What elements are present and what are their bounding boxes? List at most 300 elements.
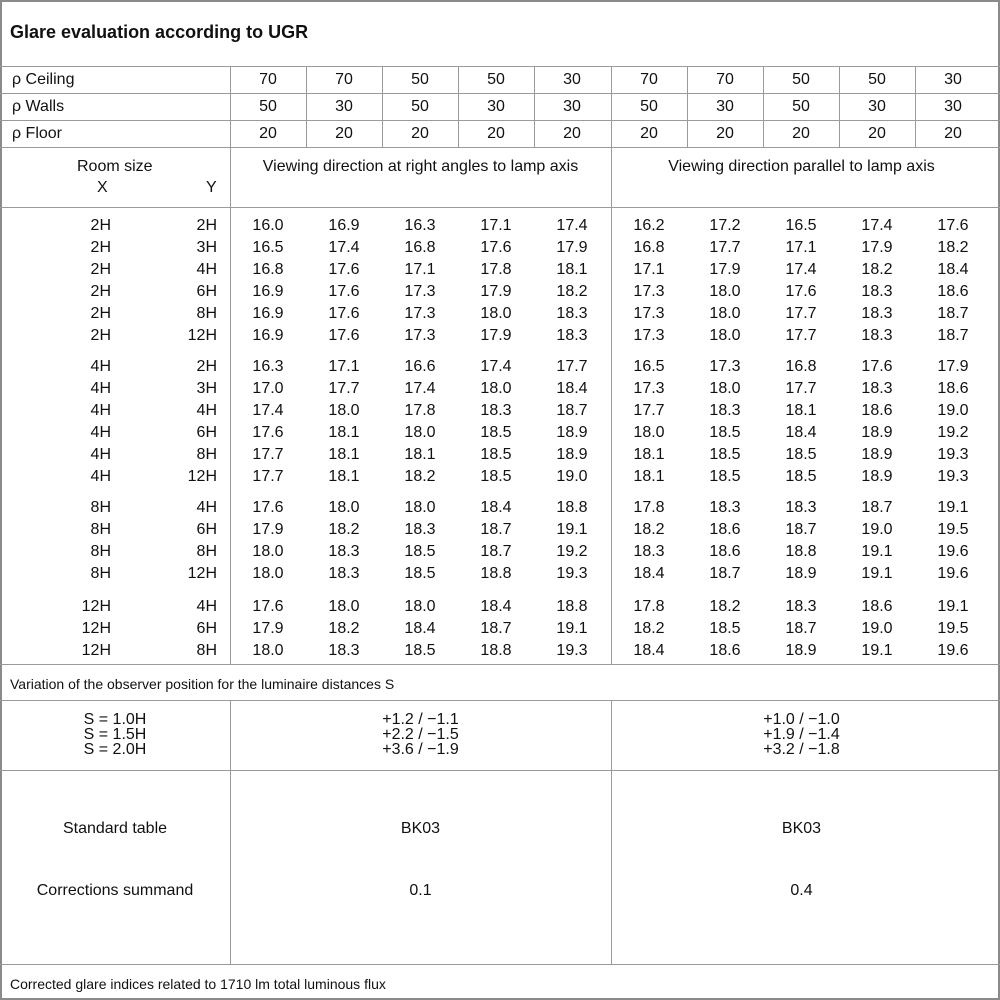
ugr-value: 17.1 [328,358,360,375]
ugr-value: 18.3 [709,499,741,516]
corrections-label: Corrections summand [36,882,194,899]
ugr-value: 18.2 [328,520,360,538]
ugr-value: 16.0 [252,217,284,234]
reflectance-value: 20 [716,125,734,142]
ugr-value: 17.4 [785,260,817,278]
ugr-value: 18.3 [328,542,360,560]
ugr-value: 18.2 [633,619,665,637]
ugr-value: 17.3 [633,379,665,397]
ugr-value: 17.3 [709,358,741,375]
room-x: 12H [81,619,111,637]
reflectance-value: 50 [487,71,505,88]
ugr-value: 19.3 [556,564,588,582]
ugr-value: 18.4 [404,619,436,637]
ugr-value: 18.1 [328,467,360,485]
ugr-value: 18.5 [404,564,436,582]
ugr-value: 19.0 [861,619,893,637]
ugr-value: 17.4 [556,217,588,234]
ugr-value: 17.7 [252,467,284,485]
variation-value: +3.2 / −1.8 [763,741,840,758]
ugr-value: 17.6 [328,304,360,322]
x-label: X [97,179,108,196]
ugr-value: 18.7 [861,499,893,516]
s-labels [0,712,230,757]
standard-table-label: Standard table [62,820,168,837]
ugr-value: 18.6 [861,401,893,419]
ugr-value: 18.1 [633,445,665,463]
ugr-value: 18.7 [556,401,588,419]
reflectance-value: 70 [259,71,277,88]
ugr-value: 16.9 [252,326,284,344]
ugr-value: 17.4 [328,238,360,256]
room-x: 8H [90,499,111,516]
ugr-value: 17.8 [633,499,665,516]
ugr-value: 19.1 [556,619,588,637]
ugr-value: 19.2 [937,423,969,441]
ugr-value: 16.2 [633,217,665,234]
ugr-value: 18.2 [861,260,893,278]
standard-table-parallel: BK03 [781,820,822,837]
ugr-value: 18.2 [404,467,436,485]
ugr-value: 17.7 [633,401,665,419]
ugr-value: 16.5 [785,217,817,234]
ugr-value: 18.9 [861,467,893,485]
divider [0,66,1000,67]
reflectance-value: 30 [868,98,886,115]
ugr-value: 17.6 [252,423,284,441]
room-x: 4H [90,358,111,375]
ugr-value: 18.3 [861,304,893,322]
ugr-value: 19.1 [937,499,969,516]
ugr-value: 17.7 [785,379,817,397]
ugr-value: 16.6 [404,358,436,375]
ugr-value: 17.2 [709,217,741,234]
room-y: 4H [196,598,217,615]
ugr-value: 18.5 [480,445,512,463]
column-divider [763,66,764,147]
ugr-value: 18.0 [252,542,284,560]
room-x: 4H [90,379,111,397]
room-y: 8H [196,445,217,463]
ugr-value: 17.6 [785,282,817,300]
corrections-right-angles: 0.1 [409,882,432,899]
ugr-value: 18.8 [480,641,512,659]
ugr-value: 17.3 [633,282,665,300]
room-y: 6H [196,619,217,637]
ugr-value: 18.1 [404,445,436,463]
ugr-value: 18.1 [328,445,360,463]
ugr-value: 17.7 [328,379,360,397]
ugr-value: 17.4 [861,217,893,234]
ugr-value: 19.6 [937,641,969,659]
ugr-value: 17.1 [404,260,436,278]
ugr-value: 19.6 [937,564,969,582]
ugr-value: 18.1 [785,401,817,419]
ugr-value: 18.0 [404,423,436,441]
room-y: 6H [196,282,217,300]
room-x: 2H [90,326,111,344]
variation-value: +1.0 / −1.0 [763,711,840,728]
ugr-value: 17.7 [785,326,817,344]
ugr-value: 16.5 [252,238,284,256]
reflectance-value: 20 [259,125,277,142]
ugr-value: 19.3 [937,445,969,463]
ugr-value: 17.4 [404,379,436,397]
column-divider [306,66,307,147]
ugr-value: 18.0 [480,304,512,322]
room-x: 4H [90,445,111,463]
ugr-value: 18.5 [785,445,817,463]
room-x: 2H [90,238,111,256]
ugr-value: 19.1 [861,641,893,659]
room-x: 2H [90,304,111,322]
ugr-value: 18.0 [404,499,436,516]
reflectance-value: 50 [792,71,810,88]
room-x: 8H [90,564,111,582]
reflectance-value: 20 [487,125,505,142]
ugr-value: 17.8 [404,401,436,419]
room-y: 6H [196,520,217,538]
ugr-value: 18.4 [633,641,665,659]
reflectance-label: ρ Ceiling [12,71,75,88]
ugr-value: 18.5 [480,423,512,441]
variation-title: Variation of the observer position for the luminaire distances S [10,676,395,692]
ugr-value: 16.9 [328,217,360,234]
ugr-value: 18.9 [861,445,893,463]
ugr-value: 19.1 [937,598,969,615]
variation-value: +2.2 / −1.5 [382,726,459,743]
s-label: S = 1.0H [83,711,147,728]
ugr-value: 18.4 [633,564,665,582]
ugr-value: 19.1 [556,520,588,538]
room-x: 2H [90,282,111,300]
ugr-value: 17.6 [480,238,512,256]
ugr-value: 19.0 [861,520,893,538]
ugr-value: 18.3 [785,598,817,615]
ugr-value: 18.0 [328,401,360,419]
room-y: 2H [196,358,217,375]
ugr-value: 18.0 [252,641,284,659]
reflectance-value: 20 [868,125,886,142]
ugr-value: 18.3 [556,326,588,344]
room-y: 8H [196,542,217,560]
ugr-value: 16.5 [633,358,665,375]
ugr-value: 18.0 [633,423,665,441]
ugr-value: 18.9 [556,445,588,463]
ugr-value: 17.3 [633,326,665,344]
ugr-value: 17.0 [252,379,284,397]
ugr-value: 17.1 [480,217,512,234]
ugr-value: 17.7 [785,304,817,322]
variation-value: +3.6 / −1.9 [382,741,459,758]
ugr-value: 16.9 [252,282,284,300]
ugr-value: 17.4 [252,401,284,419]
column-divider [687,66,688,147]
ugr-value: 17.6 [252,499,284,516]
room-y: 12H [187,564,217,582]
ugr-value: 18.3 [861,379,893,397]
reflectance-value: 50 [411,98,429,115]
ugr-value: 19.1 [861,564,893,582]
ugr-value: 18.4 [480,598,512,615]
ugr-value: 18.6 [937,379,969,397]
room-x: 2H [90,260,111,278]
ugr-value: 19.2 [556,542,588,560]
ugr-value: 18.9 [785,564,817,582]
room-y: 4H [196,401,217,419]
reflectance-value: 20 [335,125,353,142]
column-divider [230,147,231,664]
ugr-value: 17.1 [633,260,665,278]
ugr-value: 17.4 [480,358,512,375]
corrections-parallel: 0.4 [790,882,813,899]
room-x: 4H [90,401,111,419]
ugr-value: 18.3 [404,520,436,538]
ugr-value: 18.0 [252,564,284,582]
room-x: 4H [90,467,111,485]
ugr-value: 18.5 [404,542,436,560]
reflectance-label: ρ Floor [12,125,62,142]
column-divider [611,147,612,664]
reflectance-value: 30 [944,71,962,88]
ugr-value: 16.3 [404,217,436,234]
ugr-value: 18.3 [328,641,360,659]
reflectance-value: 50 [868,71,886,88]
reflectance-value: 30 [563,98,581,115]
column-divider [534,66,535,147]
ugr-value: 18.2 [937,238,969,256]
room-x: 8H [90,520,111,538]
ugr-value: 17.6 [252,598,284,615]
ugr-value: 18.9 [556,423,588,441]
reflectance-value: 70 [640,71,658,88]
ugr-value: 16.3 [252,358,284,375]
right-angles-header: Viewing direction at right angles to lamp axis [262,158,579,175]
ugr-value: 18.7 [480,520,512,538]
ugr-value: 17.9 [709,260,741,278]
ugr-value: 18.3 [785,499,817,516]
ugr-value: 16.8 [404,238,436,256]
divider [0,147,1000,148]
divider [0,207,1000,208]
ugr-value: 19.3 [556,641,588,659]
ugr-value: 18.0 [709,326,741,344]
ugr-value: 18.7 [709,564,741,582]
ugr-value: 18.3 [633,542,665,560]
ugr-value: 17.9 [937,358,969,375]
reflectance-value: 70 [716,71,734,88]
ugr-value: 18.1 [328,423,360,441]
ugr-value: 18.3 [861,282,893,300]
s-label: S = 1.5H [83,726,147,743]
ugr-value: 18.2 [556,282,588,300]
ugr-value: 18.3 [328,564,360,582]
ugr-value: 16.8 [785,358,817,375]
column-divider [382,66,383,147]
ugr-value: 18.9 [785,641,817,659]
ugr-value: 18.8 [556,598,588,615]
ugr-value: 17.6 [861,358,893,375]
ugr-value: 18.4 [556,379,588,397]
room-y: 2H [196,217,217,234]
ugr-value: 17.3 [404,282,436,300]
column-divider [458,66,459,147]
page-title: Glare evaluation according to UGR [10,22,309,42]
ugr-value: 18.8 [556,499,588,516]
ugr-value: 17.9 [556,238,588,256]
reflectance-value: 30 [944,98,962,115]
ugr-value: 18.3 [861,326,893,344]
ugr-value: 18.8 [480,564,512,582]
room-x: 2H [90,217,111,234]
ugr-value: 17.6 [328,326,360,344]
reflectance-value: 30 [335,98,353,115]
ugr-value: 18.0 [328,499,360,516]
ugr-value: 18.7 [937,304,969,322]
reflectance-value: 30 [716,98,734,115]
reflectance-value: 20 [563,125,581,142]
ugr-value: 18.5 [709,445,741,463]
ugr-value: 18.0 [709,379,741,397]
reflectance-value: 20 [944,125,962,142]
ugr-value: 18.6 [709,542,741,560]
ugr-value: 16.9 [252,304,284,322]
ugr-value: 18.6 [709,641,741,659]
ugr-value: 17.7 [709,238,741,256]
reflectance-value: 30 [563,71,581,88]
reflectance-value: 30 [487,98,505,115]
divider [0,664,1000,665]
divider [0,964,1000,965]
ugr-value: 18.5 [480,467,512,485]
ugr-value: 17.1 [785,238,817,256]
divider [0,770,1000,771]
ugr-value: 19.6 [937,542,969,560]
reflectance-value: 20 [411,125,429,142]
ugr-value: 19.5 [937,520,969,538]
ugr-value: 18.4 [785,423,817,441]
ugr-value: 18.1 [633,467,665,485]
ugr-value: 18.2 [709,598,741,615]
ugr-value: 17.8 [480,260,512,278]
ugr-value: 17.6 [328,282,360,300]
ugr-value: 18.0 [480,379,512,397]
ugr-value: 19.0 [937,401,969,419]
ugr-value: 18.7 [480,619,512,637]
ugr-value: 18.2 [633,520,665,538]
divider [0,93,1000,94]
ugr-value: 17.3 [404,326,436,344]
room-size-label: Room size [77,158,153,175]
ugr-value: 18.3 [709,401,741,419]
ugr-value: 17.9 [252,619,284,637]
column-divider [915,66,916,147]
s-label: S = 2.0H [83,741,147,758]
ugr-value: 18.5 [785,467,817,485]
variation-parallel [611,712,992,757]
ugr-value: 18.5 [709,467,741,485]
ugr-value: 18.0 [404,598,436,615]
ugr-value: 18.0 [709,304,741,322]
ugr-value: 19.5 [937,619,969,637]
ugr-value: 17.7 [556,358,588,375]
ugr-value: 18.3 [556,304,588,322]
ugr-value: 18.7 [785,520,817,538]
reflectance-value: 50 [411,71,429,88]
ugr-value: 18.9 [861,423,893,441]
column-divider [839,66,840,147]
divider [0,120,1000,121]
ugr-value: 18.3 [480,401,512,419]
ugr-value: 18.2 [328,619,360,637]
room-x: 12H [81,598,111,615]
ugr-value: 18.5 [709,619,741,637]
reflectance-value: 50 [259,98,277,115]
ugr-value: 18.4 [480,499,512,516]
ugr-value: 17.6 [328,260,360,278]
ugr-value: 17.9 [480,282,512,300]
ugr-value: 17.7 [252,445,284,463]
column-divider [230,66,231,147]
ugr-value: 17.3 [633,304,665,322]
ugr-value: 18.6 [937,282,969,300]
ugr-value: 17.3 [404,304,436,322]
ugr-value: 18.7 [785,619,817,637]
reflectance-value: 20 [792,125,810,142]
reflectance-label: ρ Walls [12,98,65,115]
variation-value: +1.9 / −1.4 [763,726,840,743]
room-y: 8H [196,641,217,659]
room-y: 12H [187,326,217,344]
ugr-value: 18.7 [480,542,512,560]
ugr-value: 18.4 [937,260,969,278]
footer-note: Corrected glare indices related to 1710 lm total luminous flux [10,976,386,992]
ugr-value: 18.0 [328,598,360,615]
column-divider [611,66,612,147]
ugr-value: 19.3 [937,467,969,485]
parallel-header: Viewing direction parallel to lamp axis [668,158,935,175]
ugr-value: 18.5 [404,641,436,659]
room-x: 8H [90,542,111,560]
ugr-value: 17.9 [480,326,512,344]
ugr-value: 18.1 [556,260,588,278]
room-y: 3H [196,379,217,397]
room-y: 3H [196,238,217,256]
room-y: 8H [196,304,217,322]
ugr-value: 18.7 [937,326,969,344]
variation-value: +1.2 / −1.1 [382,711,459,728]
reflectance-value: 50 [640,98,658,115]
ugr-value: 17.9 [252,520,284,538]
room-y: 6H [196,423,217,441]
room-y: 4H [196,260,217,278]
standard-table-right-angles: BK03 [400,820,441,837]
ugr-value: 18.6 [709,520,741,538]
room-x: 12H [81,641,111,659]
y-label: Y [206,179,217,196]
ugr-value: 16.8 [252,260,284,278]
divider [0,700,1000,701]
ugr-value: 19.0 [556,467,588,485]
ugr-value: 17.9 [861,238,893,256]
variation-right-angles [230,712,611,757]
reflectance-value: 70 [335,71,353,88]
ugr-value: 18.0 [709,282,741,300]
ugr-value: 18.6 [861,598,893,615]
ugr-value: 18.8 [785,542,817,560]
reflectance-value: 20 [640,125,658,142]
ugr-value: 18.5 [709,423,741,441]
